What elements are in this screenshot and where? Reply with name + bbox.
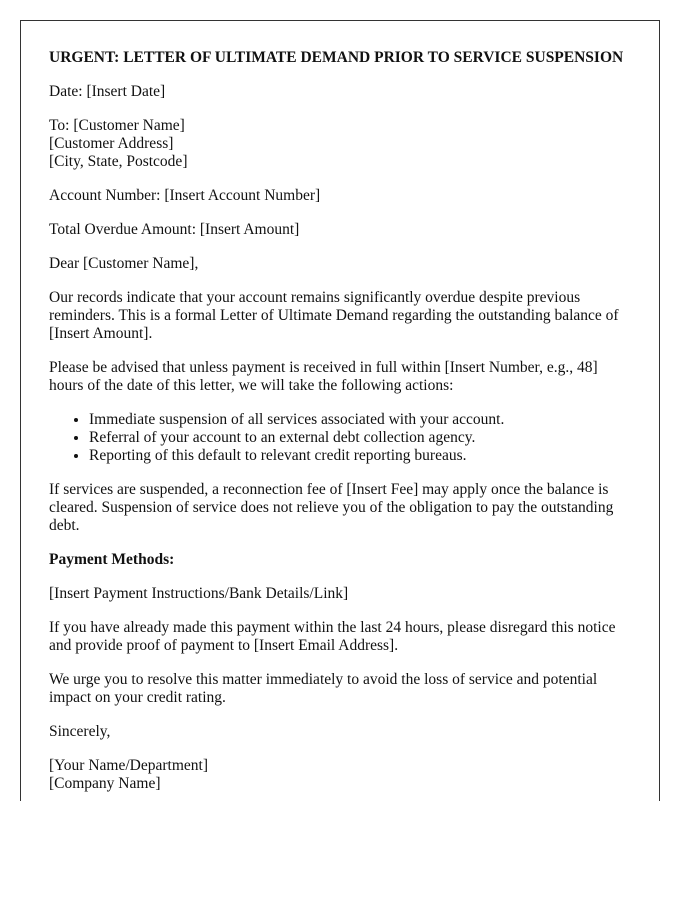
recipient-block (49, 117, 631, 171)
disregard-paragraph: If you have already made this payment within the last 24 hours, please disregard this notice and provide proof of payment to [Insert Email Address]. (49, 619, 616, 654)
recipient-to: To: [Customer Name] (49, 117, 185, 134)
closing: Sincerely, (49, 723, 111, 740)
action-item: • Immediate suspension of all services associated with your account. (89, 411, 631, 429)
urge-paragraph: We urge you to resolve this matter immediately to avoid the loss of service and potential impact on your credit rating. (49, 671, 598, 706)
payment-methods-heading: Payment Methods: (49, 551, 175, 568)
total-overdue-amount: Total Overdue Amount: [Insert Amount] (49, 221, 300, 238)
reconnection-paragraph: If services are suspended, a reconnection fee of [Insert Fee] may apply once the balance is cleared. Suspension of service does not relieve you of the obligation to pay the outstanding debt. (49, 481, 614, 534)
letter-title: URGENT: LETTER OF ULTIMATE DEMAND PRIOR TO SERVICE SUSPENSION (49, 49, 624, 66)
salutation: Dear [Customer Name], (49, 255, 199, 272)
recipient-city: [City, State, Postcode] (49, 153, 188, 170)
signature-company: [Company Name] (49, 775, 161, 792)
payment-instructions: [Insert Payment Instructions/Bank Details/Link] (49, 585, 349, 602)
actions-list (49, 411, 631, 465)
signature-name: [Your Name/Department] (49, 757, 208, 774)
letter-body (21, 21, 659, 793)
advisory-paragraph: Please be advised that unless payment is received in full within [Insert Number, e.g., 48] hours of the date of this letter, we will take the following actions: (49, 359, 598, 394)
recipient-address: [Customer Address] (49, 135, 174, 152)
letter-date: Date: [Insert Date] (49, 83, 166, 100)
account-number: Account Number: [Insert Account Number] (49, 187, 321, 204)
intro-paragraph: Our records indicate that your account remains significantly overdue despite previous reminders. This is a formal Letter of Ultimate Demand regarding the outstanding balance of [Insert Amount]. (49, 289, 619, 342)
signature-block (49, 757, 631, 793)
action-item: • Referral of your account to an external debt collection agency. (89, 429, 631, 447)
letter-frame (20, 20, 660, 801)
action-item: • Reporting of this default to relevant credit reporting bureaus. (89, 447, 631, 465)
